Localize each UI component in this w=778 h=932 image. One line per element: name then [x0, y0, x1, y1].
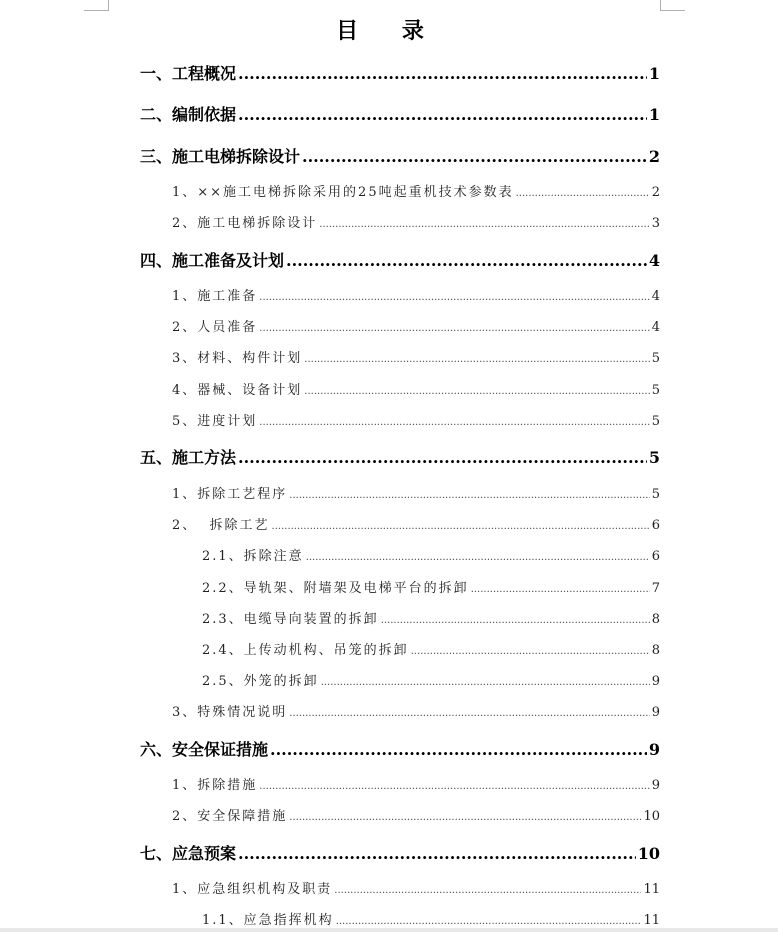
toc-entry[interactable]	[202, 670, 660, 689]
toc-entry[interactable]	[202, 639, 660, 658]
toc-entry-label: 2.2、导轨架、附墙架及电梯平台的拆卸	[202, 581, 469, 596]
toc-dot-leader	[336, 916, 642, 927]
toc-page-number: 9	[651, 705, 660, 720]
toc-entry[interactable]	[140, 737, 660, 760]
toc-entry-label: 2、安全保障措施	[172, 809, 288, 824]
toc-entry-label: 1.1、应急指挥机构	[202, 913, 334, 928]
toc-page-number: 2	[651, 185, 660, 200]
toc-page-number: 4	[651, 289, 660, 304]
toc-page-number: 4	[651, 320, 660, 335]
toc-page-number: 7	[651, 581, 660, 596]
toc-entry[interactable]	[202, 608, 660, 627]
toc-page-number: 6	[651, 518, 660, 533]
page-bottom-edge	[0, 928, 778, 932]
toc-entry[interactable]	[172, 347, 660, 366]
toc-page-number: 9	[648, 740, 660, 759]
toc-page-number: 1	[648, 64, 660, 83]
toc-entry-label: 七、应急预案	[140, 844, 237, 863]
toc-title: 目 录	[336, 18, 442, 44]
toc-entry[interactable]	[172, 878, 660, 897]
toc-entry-label: 3、特殊情况说明	[172, 705, 288, 720]
toc-entry-label: 2.3、电缆导向装置的拆卸	[202, 612, 379, 627]
toc-entry[interactable]	[140, 445, 660, 468]
toc-entry-label: 四、施工准备及计划	[140, 251, 285, 270]
toc-entry[interactable]	[172, 483, 660, 502]
toc-page-number: 2	[648, 147, 660, 166]
toc-dot-leader	[270, 740, 647, 759]
toc-dot-leader	[272, 521, 650, 532]
toc-page-number: 5	[651, 383, 660, 398]
toc-page-number: 5	[651, 414, 660, 429]
toc-entry[interactable]	[172, 316, 660, 335]
toc-entry[interactable]	[172, 805, 660, 824]
toc-dot-leader	[319, 219, 649, 230]
toc-dot-leader	[334, 885, 641, 896]
toc-entry-label: 2、施工电梯拆除设计	[172, 216, 318, 231]
toc-page-number: 5	[648, 448, 660, 467]
toc-entry-label: 三、施工电梯拆除设计	[140, 147, 301, 166]
toc-entry[interactable]	[140, 248, 660, 271]
toc-page-number: 8	[651, 612, 660, 627]
toc-dot-leader	[259, 323, 649, 334]
page-corner-mark-right	[660, 0, 685, 11]
toc-dot-leader	[259, 417, 649, 428]
toc-page-number: 3	[651, 216, 660, 231]
toc-entry[interactable]	[172, 410, 660, 429]
toc-dot-leader	[286, 251, 647, 270]
toc-dot-leader	[259, 292, 649, 303]
toc-page-number: 4	[648, 251, 660, 270]
toc-entry-label: 5、进度计划	[172, 414, 258, 429]
toc-dot-leader	[289, 812, 641, 823]
toc-dot-leader	[238, 64, 647, 83]
toc-dot-leader	[238, 448, 647, 467]
toc-page-number: 10	[643, 809, 660, 824]
toc-entry[interactable]	[202, 577, 660, 596]
page-corner-mark-left	[84, 0, 109, 11]
toc-entry-label: 2.4、上传动机构、吊笼的拆卸	[202, 643, 409, 658]
toc-entry-label: 五、施工方法	[140, 448, 237, 467]
toc-entry[interactable]	[172, 514, 660, 533]
toc-entry-label: 2、人员准备	[172, 320, 258, 335]
toc-entry[interactable]	[140, 144, 660, 167]
toc-entry[interactable]	[140, 61, 660, 84]
toc-entry-label: 2、 拆除工艺	[172, 518, 270, 533]
toc-entry-label: 1、拆除工艺程序	[172, 487, 288, 502]
toc-entry-label: 二、编制依据	[140, 105, 237, 124]
toc-entry-label: 4、器械、设备计划	[172, 383, 303, 398]
toc-entry[interactable]	[140, 841, 660, 864]
toc-entry-label: 3、材料、构件计划	[172, 351, 303, 366]
toc-entry[interactable]	[140, 102, 660, 125]
toc-dot-leader	[238, 105, 647, 124]
toc-entry-label: 2.1、拆除注意	[202, 549, 304, 564]
toc-dot-leader	[259, 781, 649, 792]
toc-page-number: 11	[643, 882, 660, 897]
toc-entry[interactable]	[172, 774, 660, 793]
toc-page-number: 5	[651, 487, 660, 502]
toc-entry[interactable]	[172, 379, 660, 398]
toc-dot-leader	[321, 677, 650, 688]
toc-entry[interactable]	[202, 545, 660, 564]
toc-entry-label: 1、××施工电梯拆除采用的25吨起重机技术参数表	[172, 185, 514, 200]
toc-dot-leader	[411, 646, 650, 657]
toc-page-number: 6	[651, 549, 660, 564]
toc-page-number: 10	[637, 844, 660, 863]
toc-entry[interactable]	[172, 212, 660, 231]
toc-dot-leader	[516, 188, 650, 199]
toc-page-number: 9	[651, 778, 660, 793]
toc-entry-label: 一、工程概况	[140, 64, 237, 83]
toc-dot-leader	[304, 354, 649, 365]
toc-page-number: 8	[651, 643, 660, 658]
toc-dot-leader	[302, 147, 647, 166]
toc-entry-label: 2.5、外笼的拆卸	[202, 674, 319, 689]
toc-dot-leader	[289, 490, 649, 501]
toc-page-number: 1	[648, 105, 660, 124]
toc-entry[interactable]	[172, 701, 660, 720]
toc-dot-leader	[304, 386, 649, 397]
toc-dot-leader	[289, 708, 649, 719]
toc-dot-leader	[238, 844, 636, 863]
toc-page-number: 11	[643, 913, 660, 928]
toc-dot-leader	[306, 552, 650, 563]
toc-entry-label: 六、安全保证措施	[140, 740, 269, 759]
toc-entry-label: 1、拆除措施	[172, 778, 258, 793]
toc-dot-leader	[381, 615, 650, 626]
toc-dot-leader	[471, 584, 650, 595]
toc-entry[interactable]	[172, 181, 660, 200]
toc-entry[interactable]	[172, 285, 660, 304]
toc-entry[interactable]	[202, 909, 660, 928]
toc-entry-label: 1、应急组织机构及职责	[172, 882, 333, 897]
toc-page-number: 5	[651, 351, 660, 366]
toc-entry-label: 1、施工准备	[172, 289, 258, 304]
toc-page-number: 9	[651, 674, 660, 689]
